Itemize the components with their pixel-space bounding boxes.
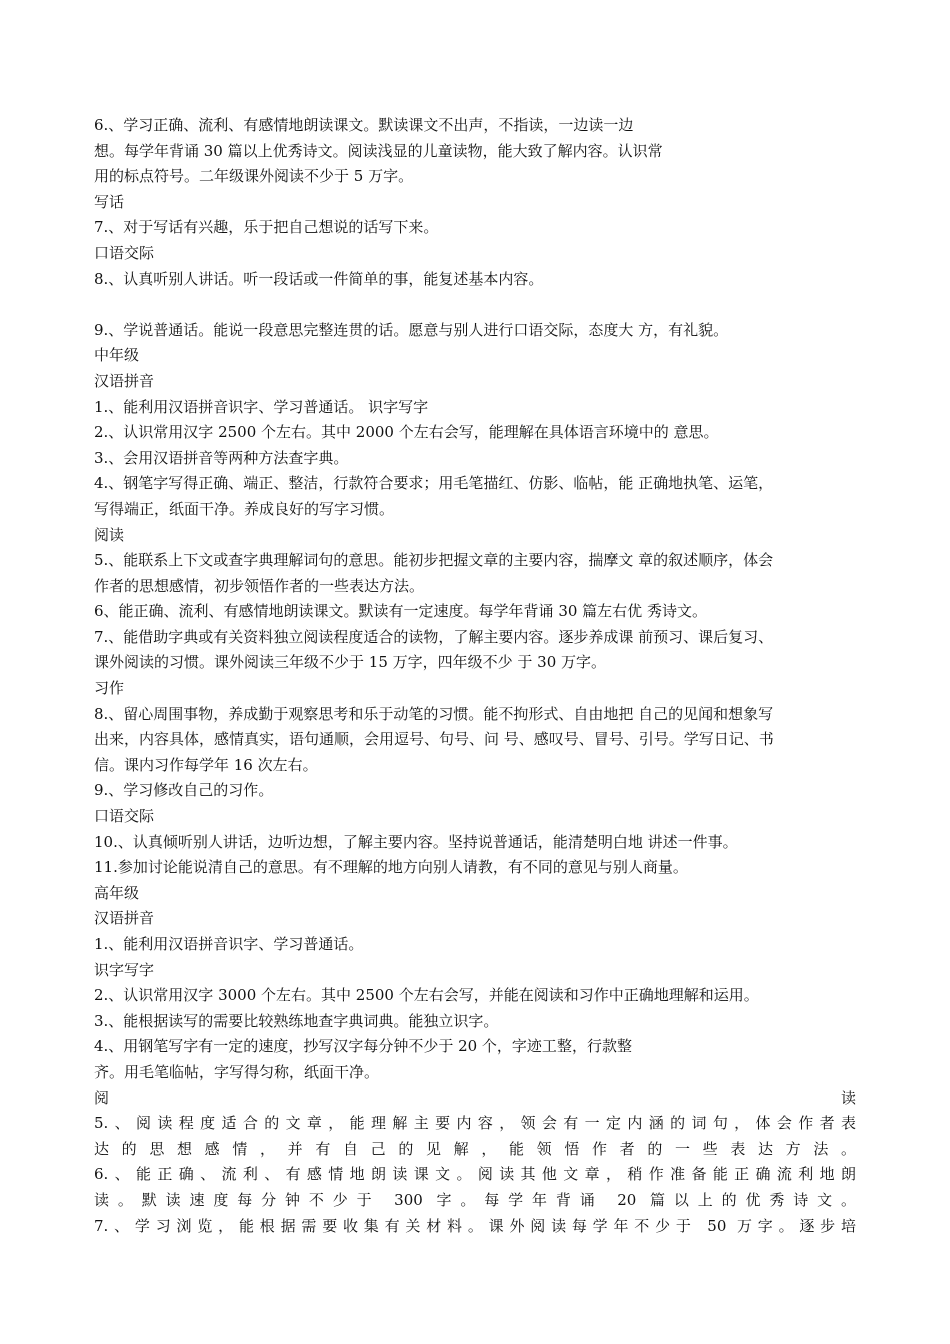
heading-reading-spread xyxy=(94,1086,856,1112)
text-line-29: 10.、认真倾听别人讲话，边听边想，了解主要内容。坚持说普通话，能清楚明白地 讲述一件事。 xyxy=(94,832,738,851)
heading-upper-grade: 高年级 xyxy=(94,883,140,902)
text-line-43: 读。默读速度每分钟不少于 300 字。每学年背诵 20 篇以上的优秀诗文。 xyxy=(94,1190,856,1209)
text-line-35: 2.、认识常用汉字 3000 个左右。其中 2500 个左右会写，并能在阅读和习作中正确地理解和运用。 xyxy=(94,986,759,1005)
text-line-22: 课外阅读的习惯。课外阅读三年级不少于 15 万字，四年级不少 于 30 万字。 xyxy=(94,653,607,672)
text-line-37: 4.、用钢笔写字有一定的速度，抄写汉字每分钟不少于 20 个，字迹工整，行款整 xyxy=(94,1037,632,1056)
heading-pinyin: 汉语拼音 xyxy=(94,371,155,390)
heading-oral: 口语交际 xyxy=(94,243,155,262)
heading-reading: 阅读 xyxy=(94,525,125,544)
text-line-42: 6.、能正确、流利、有感情地朗读课文。阅读其他文章，稍作准备能正确流利地朗 xyxy=(94,1165,856,1184)
text-line-9: 9.、学说普通话。能说一段意思完整连贯的话。愿意与别人进行口语交际，态度大 方，有礼貌。 xyxy=(94,320,729,339)
blank-line xyxy=(94,292,856,318)
text-line-16: 写得端正，纸面干净。养成良好的写字习惯。 xyxy=(94,499,395,518)
text-line-14: 3.、会用汉语拼音等两种方法查字典。 xyxy=(94,448,349,467)
text-line-21: 7.、能借助字典或有关资料独立阅读程度适合的读物，了解主要内容。逐步养成课 前预习、课后复习、 xyxy=(94,627,774,646)
heading-reading-right: 读 xyxy=(840,1088,856,1107)
text-line-18: 5.、能联系上下文或查字典理解词句的意思。能初步把握文章的主要内容，揣摩文 章的叙述顺序，体会 xyxy=(94,551,774,570)
text-line-38: 齐。用毛笔临帖，字写得匀称，纸面干净。 xyxy=(94,1062,380,1081)
text-line-27: 9.、学习修改自己的习作。 xyxy=(94,781,274,800)
heading-oral-2: 口语交际 xyxy=(94,807,155,826)
text-line-12: 1.、能利用汉语拼音识字、学习普通话。 识字写字 xyxy=(94,397,429,416)
text-line-3: 用的标点符号。二年级课外阅读不少于 5 万字。 xyxy=(94,167,414,186)
text-line-2: 想。每学年背诵 30 篇以上优秀诗文。阅读浅显的儿童读物，能大致了解内容。认识常 xyxy=(94,141,663,160)
text-line-19: 作者的思想感情，初步领悟作者的一些表达方法。 xyxy=(94,576,425,595)
text-line-40: 5.、阅读程度适合的文章，能理解主要内容，领会有一定内涵的词句，体会作者表 xyxy=(94,1114,856,1133)
heading-writing: 写话 xyxy=(94,192,125,211)
text-line-20: 6、能正确、流利、有感情地朗读课文。默读有一定速度。每学年背诵 30 篇左右优 秀诗文。 xyxy=(94,602,707,621)
text-line-24: 8.、留心周围事物，养成勤于观察思考和乐于动笔的习惯。能不拘形式、自由地把 自己的见闻和想象写 xyxy=(94,704,774,723)
text-line-15: 4.、钢笔字写得正确、端正、整洁，行款符合要求；用毛笔描红、仿影、临帖，能 正确地执笔、运笔， xyxy=(94,474,774,493)
text-line-26: 信。课内习作每学年 16 次左右。 xyxy=(94,755,318,774)
text-line-41: 达的思想感情，并有自己的见解，能领悟作者的一些表达方法。 xyxy=(94,1139,856,1158)
text-line-25: 出来，内容具体，感情真实，语句通顺，会用逗号、句号、问 号、感叹号、冒号、引号。学写日记、书 xyxy=(94,730,774,749)
text-line-36: 3.、能根据读写的需要比较熟练地查字典词典。能独立识字。 xyxy=(94,1011,499,1030)
heading-reading-left: 阅 xyxy=(94,1088,110,1107)
document-page xyxy=(94,113,856,1239)
text-line-30: 11.参加讨论能说清自己的意思。有不理解的地方向别人请教，有不同的意见与别人商量。 xyxy=(94,858,688,877)
heading-composition: 习作 xyxy=(94,679,125,698)
heading-pinyin-2: 汉语拼音 xyxy=(94,909,155,928)
text-line-44: 7.、学习浏览，能根据需要收集有关材料。课外阅读每学年不少于 50 万字。逐步培 xyxy=(94,1216,856,1235)
text-line-7: 8.、认真听别人讲话。听一段话或一件简单的事，能复述基本内容。 xyxy=(94,269,544,288)
heading-literacy: 识字写字 xyxy=(94,960,155,979)
heading-middle-grade: 中年级 xyxy=(94,346,140,365)
text-line-1: 6.、学习正确、流利、有感情地朗读课文。默读课文不出声，不指读，一边读一边 xyxy=(94,116,634,134)
text-line-33: 1.、能利用汉语拼音识字、学习普通话。 xyxy=(94,935,364,953)
text-line-13: 2.、认识常用汉字 2500 个左右。其中 2000 个左右会写，能理解在具体语言环境中的 意思。 xyxy=(94,423,719,442)
text-line-5: 7.、对于写话有兴趣，乐于把自己想说的话写下来。 xyxy=(94,218,439,237)
